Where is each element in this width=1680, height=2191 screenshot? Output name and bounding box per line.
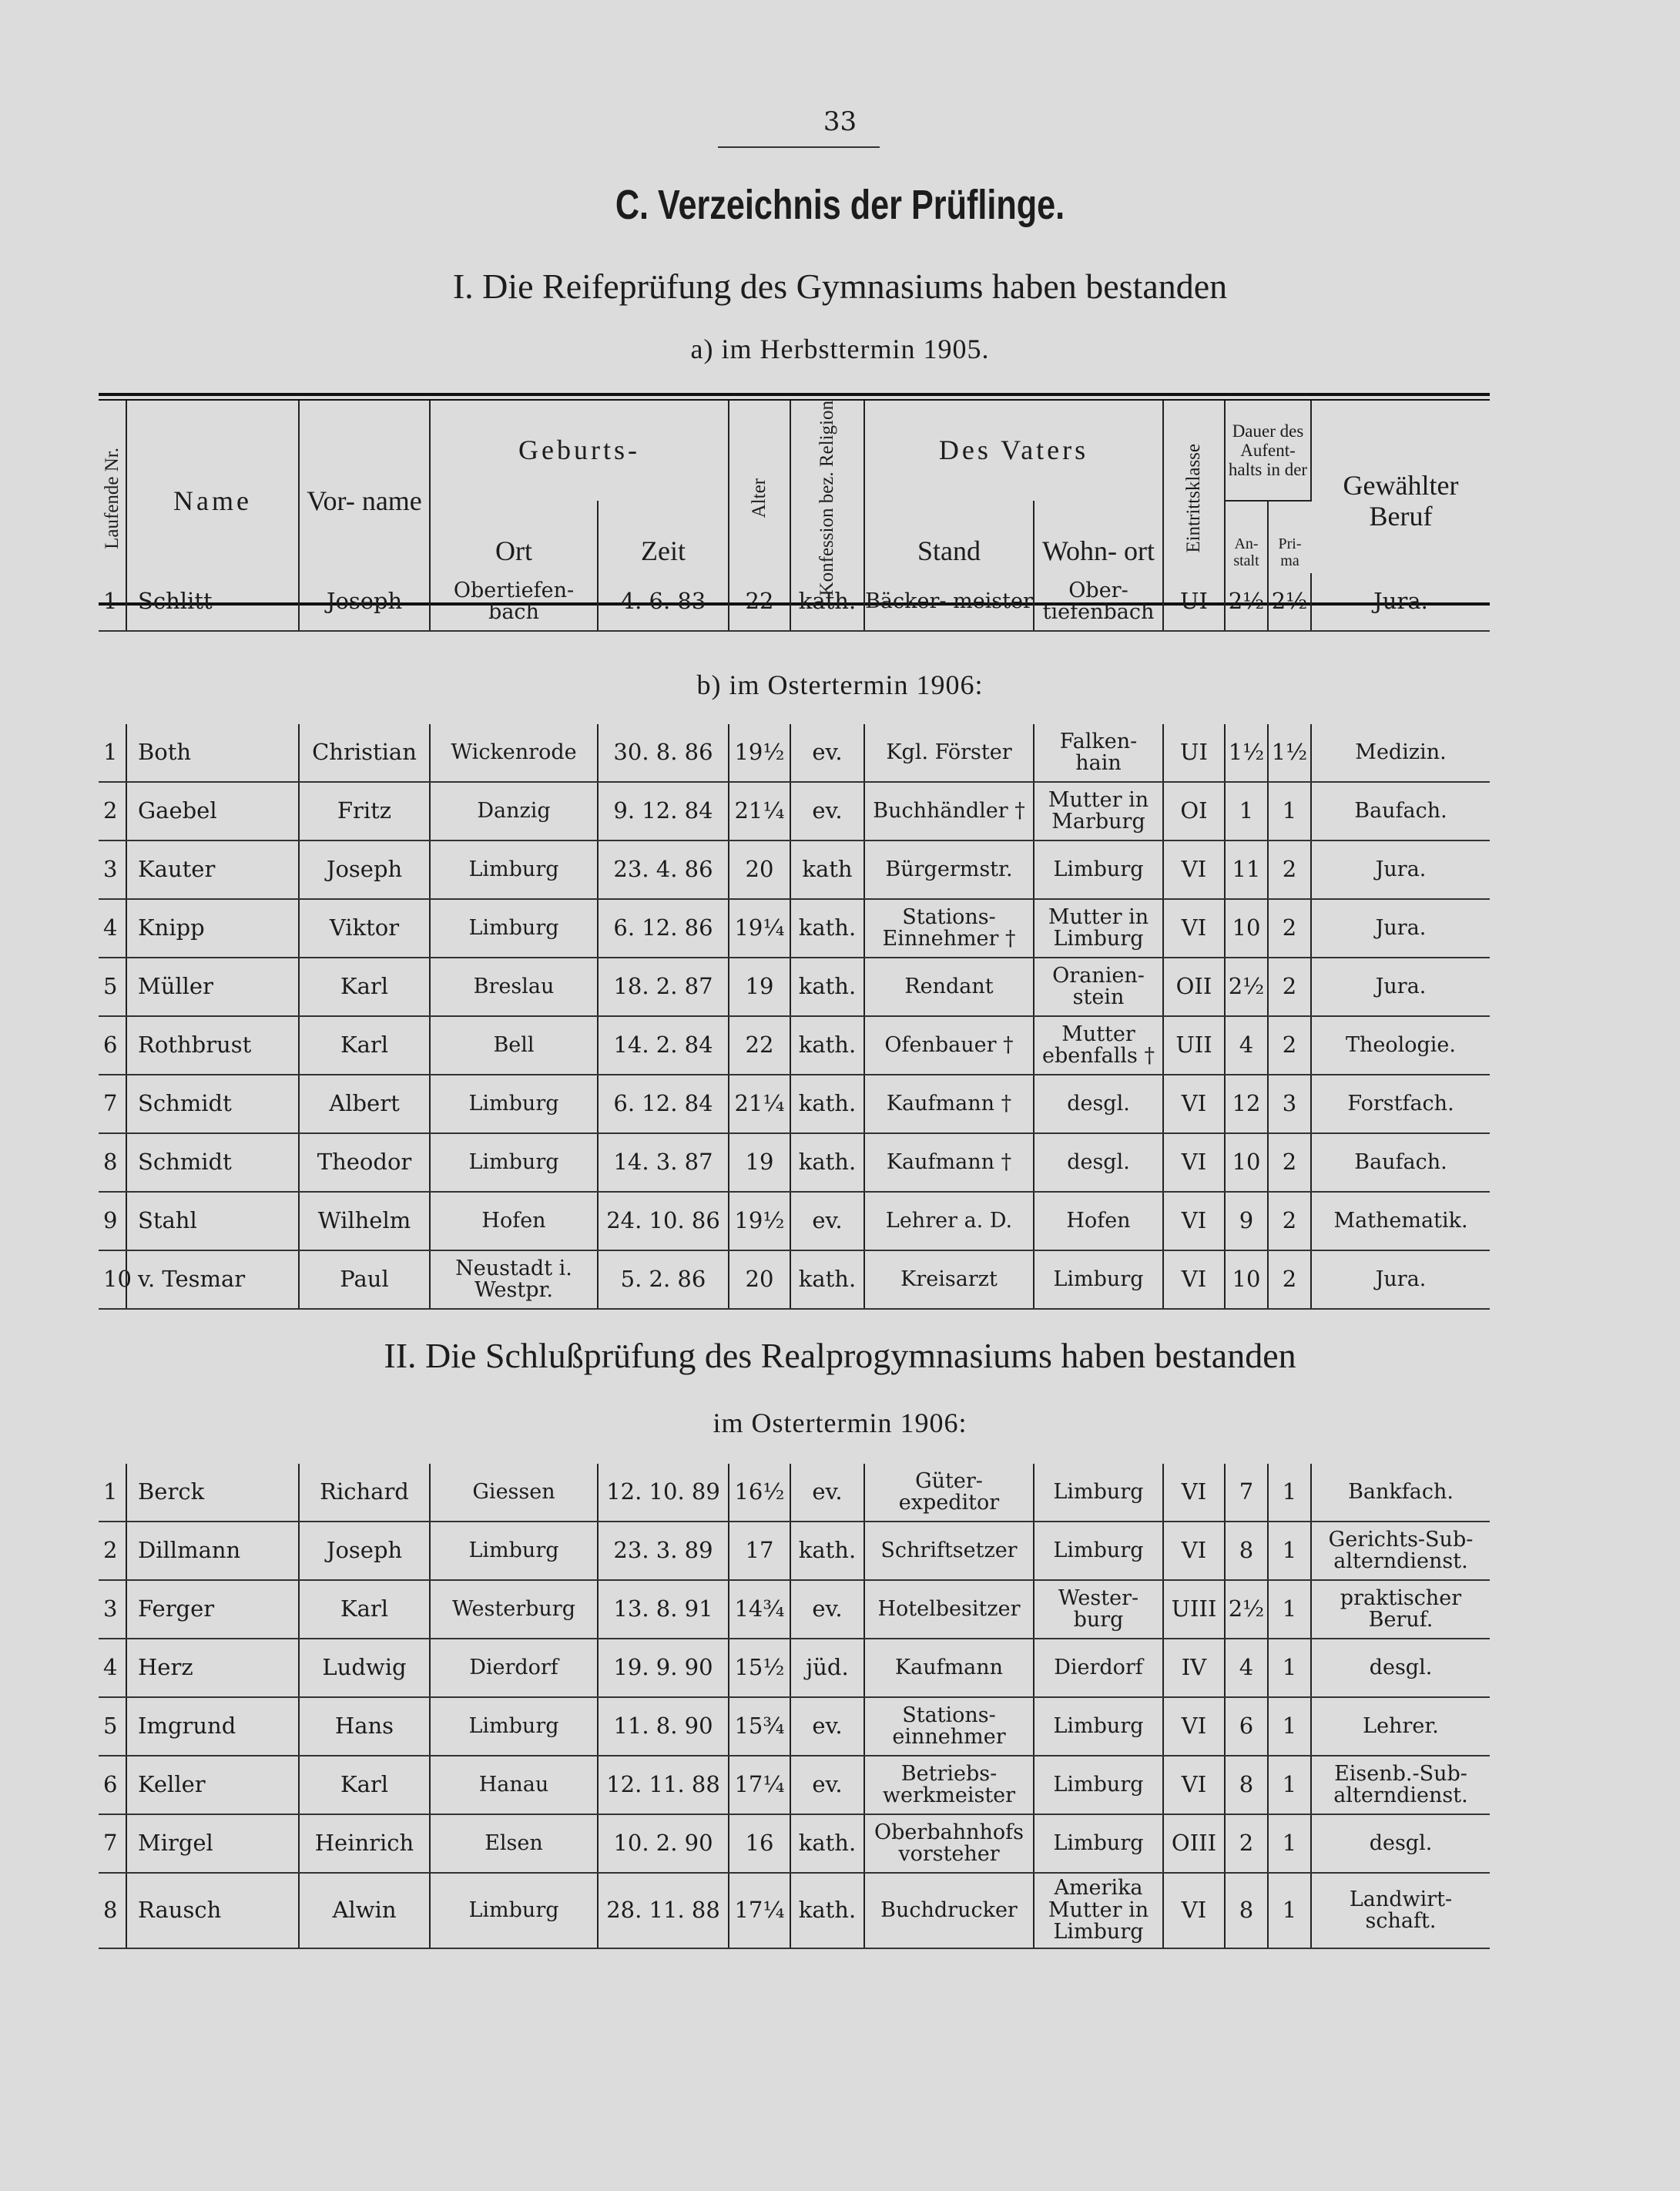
- cell-nr: 5: [99, 1697, 126, 1756]
- table-row: [99, 1250, 1490, 1309]
- cell-eintritt: UII: [1163, 1016, 1225, 1075]
- laufende-nr-header: Laufende Nr.: [101, 447, 122, 549]
- cell-ort: Westerburg: [430, 1580, 598, 1639]
- prima-header: Pri- ma: [1268, 501, 1311, 604]
- cell-ort: Neustadt i. Westpr.: [430, 1250, 598, 1309]
- top-rule: [99, 393, 1490, 396]
- cell-nr: 8: [99, 1873, 126, 1948]
- cell-name: Ferger: [126, 1580, 299, 1639]
- cell-eintritt: VI: [1163, 1133, 1225, 1192]
- cell-vorname: Theodor: [299, 1133, 430, 1192]
- table-row: [99, 573, 1490, 631]
- cell-konf: ev.: [790, 1697, 864, 1756]
- cell-name: Rothbrust: [126, 1016, 299, 1075]
- cell-name: Kauter: [126, 840, 299, 899]
- cell-beruf: Jura.: [1311, 958, 1490, 1016]
- cell-vorname: Viktor: [299, 899, 430, 958]
- cell-anstalt: 9: [1225, 1192, 1268, 1250]
- cell-eintritt: VI: [1163, 1192, 1225, 1250]
- cell-name: Gaebel: [126, 782, 299, 840]
- cell-nr: 2: [99, 782, 126, 840]
- cell-zeit: 10. 2. 90: [598, 1814, 729, 1873]
- herbst-1905-table: [99, 573, 1490, 632]
- cell-nr: 6: [99, 1016, 126, 1075]
- cell-stand: Hotelbesitzer: [864, 1580, 1034, 1639]
- cell-vorname: Paul: [299, 1250, 430, 1309]
- cell-prima: 1: [1268, 1522, 1311, 1580]
- cell-beruf: praktischer Beruf.: [1311, 1580, 1490, 1639]
- cell-name: v. Tesmar: [126, 1250, 299, 1309]
- cell-konf: kath.: [790, 1075, 864, 1133]
- cell-name: Imgrund: [126, 1697, 299, 1756]
- cell-alter: 16: [729, 1814, 790, 1873]
- cell-vorname: Ludwig: [299, 1639, 430, 1697]
- cell-nr: 6: [99, 1756, 126, 1814]
- cell-alter: 19: [729, 958, 790, 1016]
- cell-name: Schmidt: [126, 1133, 299, 1192]
- cell-zeit: 18. 2. 87: [598, 958, 729, 1016]
- cell-vorname: Karl: [299, 1580, 430, 1639]
- cell-zeit: 23. 4. 86: [598, 840, 729, 899]
- cell-ort: Limburg: [430, 1873, 598, 1948]
- cell-alter: 14¾: [729, 1580, 790, 1639]
- cell-beruf: Jura.: [1311, 899, 1490, 958]
- table-row: [99, 1697, 1490, 1756]
- cell-eintritt: UIII: [1163, 1580, 1225, 1639]
- cell-name: Both: [126, 724, 299, 782]
- cell-eintritt: OI: [1163, 782, 1225, 840]
- cell-wohnort: Mutter in Marburg: [1034, 782, 1163, 840]
- cell-ort: Bell: [430, 1016, 598, 1075]
- cell-zeit: 12. 11. 88: [598, 1756, 729, 1814]
- stand-header: Stand: [864, 501, 1034, 604]
- cell-prima: 2: [1268, 1016, 1311, 1075]
- cell-prima: 2: [1268, 1250, 1311, 1309]
- cell-alter: 22: [729, 573, 790, 631]
- cell-alter: 15½: [729, 1639, 790, 1697]
- cell-konf: ev.: [790, 1756, 864, 1814]
- cell-ort: Danzig: [430, 782, 598, 840]
- cell-prima: 2: [1268, 840, 1311, 899]
- cell-vorname: Richard: [299, 1464, 430, 1522]
- cell-anstalt: 6: [1225, 1697, 1268, 1756]
- cell-ort: Limburg: [430, 1075, 598, 1133]
- cell-stand: Kaufmann †: [864, 1075, 1034, 1133]
- cell-anstalt: 10: [1225, 1250, 1268, 1309]
- cell-zeit: 30. 8. 86: [598, 724, 729, 782]
- cell-eintritt: VI: [1163, 1756, 1225, 1814]
- cell-eintritt: VI: [1163, 1464, 1225, 1522]
- cell-stand: Kreisarzt: [864, 1250, 1034, 1309]
- des-vaters-header: Des Vaters: [864, 401, 1163, 501]
- cell-alter: 20: [729, 840, 790, 899]
- part2-heading: II. Die Schlußprüfung des Realprogymnasiums haben bestanden: [384, 1336, 1296, 1375]
- cell-vorname: Wilhelm: [299, 1192, 430, 1250]
- cell-zeit: 6. 12. 84: [598, 1075, 729, 1133]
- cell-wohnort: Mutter in Limburg: [1034, 899, 1163, 958]
- vorname-header: Vor- name: [299, 401, 430, 604]
- cell-vorname: Joseph: [299, 573, 430, 631]
- cell-prima: 2: [1268, 958, 1311, 1016]
- cell-anstalt: 2½: [1225, 573, 1268, 631]
- eintrittsklasse-header: Eintrittsklasse: [1183, 443, 1205, 553]
- cell-wohnort: Limburg: [1034, 1697, 1163, 1756]
- cell-anstalt: 12: [1225, 1075, 1268, 1133]
- cell-name: Knipp: [126, 899, 299, 958]
- cell-stand: Rendant: [864, 958, 1034, 1016]
- cell-nr: 5: [99, 958, 126, 1016]
- cell-name: Herz: [126, 1639, 299, 1697]
- cell-alter: 17¼: [729, 1756, 790, 1814]
- cell-ort: Dierdorf: [430, 1639, 598, 1697]
- cell-eintritt: OIII: [1163, 1814, 1225, 1873]
- beruf-header: Gewählter Beruf: [1311, 401, 1490, 604]
- cell-vorname: Karl: [299, 958, 430, 1016]
- cell-prima: 1: [1268, 1464, 1311, 1522]
- cell-anstalt: 4: [1225, 1639, 1268, 1697]
- cell-prima: 3: [1268, 1075, 1311, 1133]
- table-row: [99, 1016, 1490, 1075]
- cell-zeit: 12. 10. 89: [598, 1464, 729, 1522]
- cell-stand: Ofenbauer †: [864, 1016, 1034, 1075]
- cell-wohnort: Mutter ebenfalls †: [1034, 1016, 1163, 1075]
- cell-beruf: Lehrer.: [1311, 1697, 1490, 1756]
- cell-eintritt: VI: [1163, 1250, 1225, 1309]
- geburts-header: Geburts-: [430, 401, 729, 501]
- cell-wohnort: Dierdorf: [1034, 1639, 1163, 1697]
- cell-vorname: Albert: [299, 1075, 430, 1133]
- cell-beruf: Medizin.: [1311, 724, 1490, 782]
- cell-nr: 9: [99, 1192, 126, 1250]
- cell-prima: 2: [1268, 899, 1311, 958]
- cell-eintritt: IV: [1163, 1639, 1225, 1697]
- cell-wohnort: Hofen: [1034, 1192, 1163, 1250]
- cell-zeit: 11. 8. 90: [598, 1697, 729, 1756]
- cell-anstalt: 8: [1225, 1756, 1268, 1814]
- cell-stand: Stations- einnehmer: [864, 1697, 1034, 1756]
- cell-anstalt: 2: [1225, 1814, 1268, 1873]
- cell-wohnort: Limburg: [1034, 1814, 1163, 1873]
- table-row: [99, 1133, 1490, 1192]
- cell-ort: Giessen: [430, 1464, 598, 1522]
- cell-zeit: 14. 2. 84: [598, 1016, 729, 1075]
- cell-prima: 2: [1268, 1133, 1311, 1192]
- cell-prima: 1: [1268, 1580, 1311, 1639]
- cell-prima: 2½: [1268, 573, 1311, 631]
- cell-ort: Limburg: [430, 1133, 598, 1192]
- cell-alter: 19½: [729, 724, 790, 782]
- cell-alter: 19¼: [729, 899, 790, 958]
- cell-eintritt: OII: [1163, 958, 1225, 1016]
- cell-nr: 1: [99, 1464, 126, 1522]
- cell-name: Schlitt: [126, 573, 299, 631]
- cell-wohnort: Limburg: [1034, 1464, 1163, 1522]
- cell-alter: 17: [729, 1522, 790, 1580]
- cell-zeit: 19. 9. 90: [598, 1639, 729, 1697]
- cell-nr: 4: [99, 899, 126, 958]
- cell-beruf: Baufach.: [1311, 782, 1490, 840]
- cell-ort: Limburg: [430, 1697, 598, 1756]
- cell-stand: Kaufmann: [864, 1639, 1034, 1697]
- cell-konf: kath.: [790, 1522, 864, 1580]
- table-row: [99, 1075, 1490, 1133]
- table-row: [99, 782, 1490, 840]
- table-row: [99, 1756, 1490, 1814]
- cell-konf: kath.: [790, 573, 864, 631]
- part1-heading: I. Die Reifeprüfung des Gymnasiums haben bestanden: [452, 267, 1228, 306]
- cell-name: Berck: [126, 1464, 299, 1522]
- cell-vorname: Christian: [299, 724, 430, 782]
- cell-stand: Buchhändler †: [864, 782, 1034, 840]
- cell-anstalt: 11: [1225, 840, 1268, 899]
- cell-name: Schmidt: [126, 1075, 299, 1133]
- cell-ort: Obertiefen- bach: [430, 573, 598, 631]
- cell-beruf: Bankfach.: [1311, 1464, 1490, 1522]
- konfession-header: Konfession bez. Religion: [817, 401, 838, 596]
- table-row: [99, 1814, 1490, 1873]
- cell-name: Dillmann: [126, 1522, 299, 1580]
- cell-vorname: Karl: [299, 1016, 430, 1075]
- cell-eintritt: VI: [1163, 1075, 1225, 1133]
- cell-eintritt: UI: [1163, 724, 1225, 782]
- cell-konf: kath.: [790, 899, 864, 958]
- cell-beruf: Forstfach.: [1311, 1075, 1490, 1133]
- cell-ort: Limburg: [430, 1522, 598, 1580]
- cell-stand: Betriebs- werkmeister: [864, 1756, 1034, 1814]
- cell-stand: Oberbahnhofs vorsteher: [864, 1814, 1034, 1873]
- table-row: [99, 1464, 1490, 1522]
- cell-nr: 10: [99, 1250, 126, 1309]
- cell-zeit: 6. 12. 86: [598, 899, 729, 958]
- table-row: [99, 840, 1490, 899]
- cell-alter: 17¼: [729, 1873, 790, 1948]
- cell-name: Müller: [126, 958, 299, 1016]
- cell-nr: 4: [99, 1639, 126, 1697]
- cell-zeit: 9. 12. 84: [598, 782, 729, 840]
- cell-nr: 8: [99, 1133, 126, 1192]
- cell-eintritt: VI: [1163, 1697, 1225, 1756]
- cell-beruf: Gerichts-Sub- alterndienst.: [1311, 1522, 1490, 1580]
- cell-alter: 21¼: [729, 782, 790, 840]
- part1b-heading: b) im Ostertermin 1906:: [696, 669, 984, 700]
- oster-1906-real-table: [99, 1464, 1490, 1949]
- cell-prima: 1: [1268, 782, 1311, 840]
- cell-eintritt: VI: [1163, 1873, 1225, 1948]
- name-header: Name: [126, 401, 299, 604]
- cell-beruf: Jura.: [1311, 840, 1490, 899]
- cell-anstalt: 10: [1225, 899, 1268, 958]
- cell-vorname: Alwin: [299, 1873, 430, 1948]
- cell-stand: Kgl. Förster: [864, 724, 1034, 782]
- cell-anstalt: 8: [1225, 1873, 1268, 1948]
- table-row: [99, 1192, 1490, 1250]
- cell-anstalt: 8: [1225, 1522, 1268, 1580]
- cell-ort: Limburg: [430, 840, 598, 899]
- cell-zeit: 13. 8. 91: [598, 1580, 729, 1639]
- cell-zeit: 24. 10. 86: [598, 1192, 729, 1250]
- cell-prima: 1: [1268, 1756, 1311, 1814]
- cell-wohnort: desgl.: [1034, 1133, 1163, 1192]
- part1a-heading: a) im Herbsttermin 1905.: [690, 334, 990, 364]
- table-row: [99, 899, 1490, 958]
- cell-wohnort: Limburg: [1034, 840, 1163, 899]
- cell-prima: 1½: [1268, 724, 1311, 782]
- cell-zeit: 23. 3. 89: [598, 1522, 729, 1580]
- cell-ort: Elsen: [430, 1814, 598, 1873]
- cell-nr: 3: [99, 1580, 126, 1639]
- cell-wohnort: Falken- hain: [1034, 724, 1163, 782]
- cell-beruf: Landwirt- schaft.: [1311, 1873, 1490, 1948]
- cell-wohnort: Wester- burg: [1034, 1580, 1163, 1639]
- cell-alter: 16½: [729, 1464, 790, 1522]
- cell-eintritt: VI: [1163, 899, 1225, 958]
- cell-name: Keller: [126, 1756, 299, 1814]
- cell-wohnort: Limburg: [1034, 1756, 1163, 1814]
- cell-eintritt: VI: [1163, 840, 1225, 899]
- cell-konf: kath.: [790, 1016, 864, 1075]
- cell-vorname: Hans: [299, 1697, 430, 1756]
- cell-prima: 1: [1268, 1814, 1311, 1873]
- cell-stand: Lehrer a. D.: [864, 1192, 1034, 1250]
- oster-1906-gym-table: [99, 724, 1490, 1310]
- cell-konf: kath.: [790, 1250, 864, 1309]
- cell-nr: 2: [99, 1522, 126, 1580]
- cell-konf: kath.: [790, 958, 864, 1016]
- cell-anstalt: 4: [1225, 1016, 1268, 1075]
- cell-anstalt: 10: [1225, 1133, 1268, 1192]
- cell-wohnort: Amerika Mutter in Limburg: [1034, 1873, 1163, 1948]
- cell-zeit: 5. 2. 86: [598, 1250, 729, 1309]
- alter-header: Alter: [749, 478, 770, 518]
- section-title: C. Verzeichnis der Prüflinge.: [615, 182, 1065, 228]
- cell-stand: Kaufmann †: [864, 1133, 1034, 1192]
- cell-konf: kath.: [790, 1873, 864, 1948]
- cell-ort: Hofen: [430, 1192, 598, 1250]
- cell-alter: 22: [729, 1016, 790, 1075]
- zeit-header: Zeit: [598, 501, 729, 604]
- cell-konf: ev.: [790, 1464, 864, 1522]
- cell-anstalt: 7: [1225, 1464, 1268, 1522]
- table-row: [99, 724, 1490, 782]
- cell-beruf: Jura.: [1311, 1250, 1490, 1309]
- cell-konf: kath.: [790, 1133, 864, 1192]
- cell-wohnort: Limburg: [1034, 1250, 1163, 1309]
- wohnort-header: Wohn- ort: [1034, 501, 1163, 604]
- cell-wohnort: Limburg: [1034, 1522, 1163, 1580]
- cell-beruf: Jura.: [1311, 573, 1490, 631]
- cell-vorname: Karl: [299, 1756, 430, 1814]
- cell-name: Stahl: [126, 1192, 299, 1250]
- table-row: [99, 1522, 1490, 1580]
- cell-nr: 3: [99, 840, 126, 899]
- cell-prima: 1: [1268, 1873, 1311, 1948]
- cell-zeit: 4. 6. 83: [598, 573, 729, 631]
- cell-nr: 7: [99, 1075, 126, 1133]
- ort-header: Ort: [430, 501, 598, 604]
- cell-vorname: Fritz: [299, 782, 430, 840]
- cell-prima: 1: [1268, 1697, 1311, 1756]
- cell-konf: ev.: [790, 1192, 864, 1250]
- page-number-rule: [718, 146, 880, 148]
- cell-name: Rausch: [126, 1873, 299, 1948]
- table-row: [99, 1639, 1490, 1697]
- cell-eintritt: UI: [1163, 573, 1225, 631]
- cell-ort: Hanau: [430, 1756, 598, 1814]
- cell-stand: Bürgermstr.: [864, 840, 1034, 899]
- cell-vorname: Joseph: [299, 1522, 430, 1580]
- cell-nr: 7: [99, 1814, 126, 1873]
- table-row: [99, 1873, 1490, 1948]
- cell-vorname: Heinrich: [299, 1814, 430, 1873]
- cell-stand: Bäcker- meister: [864, 573, 1034, 631]
- cell-stand: Buchdrucker: [864, 1873, 1034, 1948]
- cell-nr: 1: [99, 724, 126, 782]
- cell-ort: Limburg: [430, 899, 598, 958]
- page-number: 33: [823, 106, 857, 137]
- cell-alter: 21¼: [729, 1075, 790, 1133]
- cell-vorname: Joseph: [299, 840, 430, 899]
- cell-beruf: Mathematik.: [1311, 1192, 1490, 1250]
- cell-konf: ev.: [790, 1580, 864, 1639]
- cell-alter: 19½: [729, 1192, 790, 1250]
- cell-alter: 19: [729, 1133, 790, 1192]
- cell-name: Mirgel: [126, 1814, 299, 1873]
- cell-wohnort: desgl.: [1034, 1075, 1163, 1133]
- cell-beruf: Eisenb.-Sub- alterndienst.: [1311, 1756, 1490, 1814]
- cell-konf: ev.: [790, 724, 864, 782]
- cell-konf: kath.: [790, 1814, 864, 1873]
- cell-prima: 1: [1268, 1639, 1311, 1697]
- cell-ort: Breslau: [430, 958, 598, 1016]
- cell-stand: Stations- Einnehmer †: [864, 899, 1034, 958]
- cell-alter: 15¾: [729, 1697, 790, 1756]
- cell-nr: 1: [99, 573, 126, 631]
- cell-zeit: 14. 3. 87: [598, 1133, 729, 1192]
- cell-anstalt: 2½: [1225, 958, 1268, 1016]
- table-row: [99, 1580, 1490, 1639]
- part2-subheading: im Ostertermin 1906:: [713, 1408, 967, 1438]
- cell-zeit: 28. 11. 88: [598, 1873, 729, 1948]
- cell-konf: jüd.: [790, 1639, 864, 1697]
- cell-beruf: desgl.: [1311, 1639, 1490, 1697]
- cell-wohnort: Oranien- stein: [1034, 958, 1163, 1016]
- table-row: [99, 958, 1490, 1016]
- cell-beruf: Theologie.: [1311, 1016, 1490, 1075]
- cell-eintritt: VI: [1163, 1522, 1225, 1580]
- cell-beruf: desgl.: [1311, 1814, 1490, 1873]
- anstalt-header: An- stalt: [1225, 501, 1268, 604]
- cell-alter: 20: [729, 1250, 790, 1309]
- dauer-header: Dauer des Aufent- halts in der: [1225, 401, 1311, 501]
- cell-stand: Schriftsetzer: [864, 1522, 1034, 1580]
- cell-anstalt: 2½: [1225, 1580, 1268, 1639]
- cell-beruf: Baufach.: [1311, 1133, 1490, 1192]
- cell-konf: ev.: [790, 782, 864, 840]
- cell-anstalt: 1½: [1225, 724, 1268, 782]
- cell-stand: Güter- expeditor: [864, 1464, 1034, 1522]
- cell-konf: kath: [790, 840, 864, 899]
- cell-ort: Wickenrode: [430, 724, 598, 782]
- cell-wohnort: Ober- tiefenbach: [1034, 573, 1163, 631]
- cell-prima: 2: [1268, 1192, 1311, 1250]
- cell-anstalt: 1: [1225, 782, 1268, 840]
